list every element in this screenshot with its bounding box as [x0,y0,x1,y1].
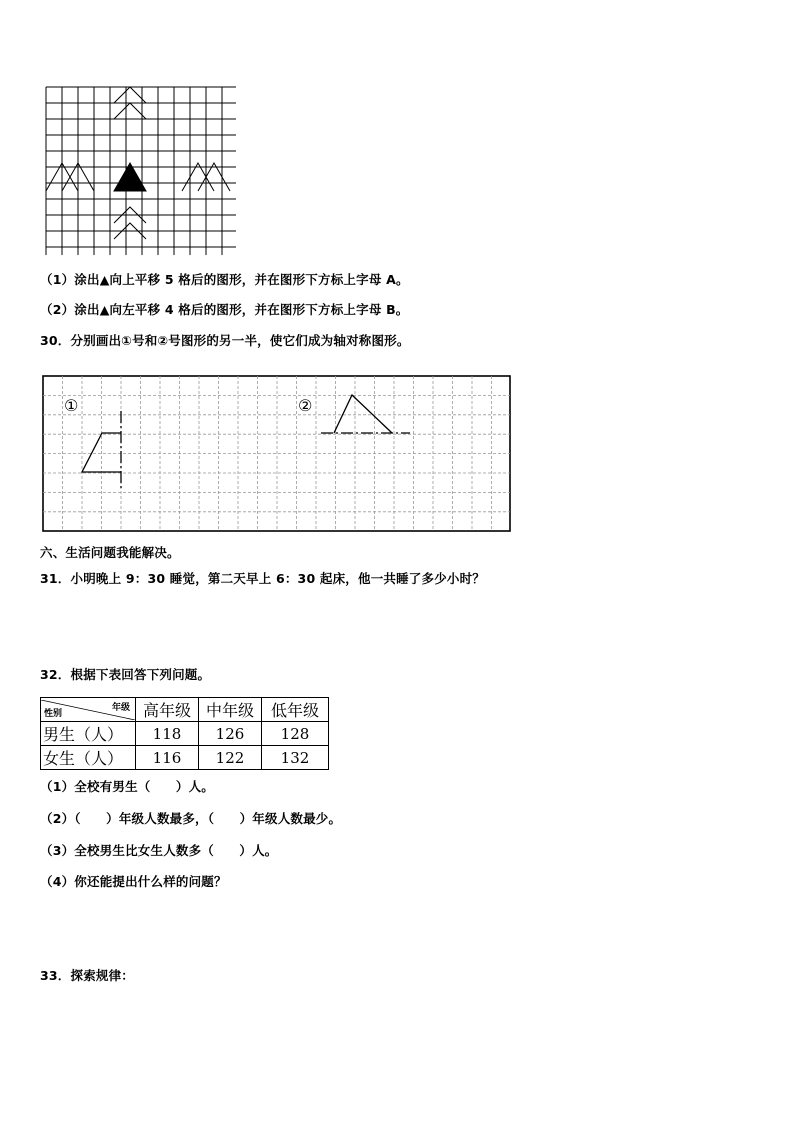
shape-1-label: ① [64,396,79,415]
grade-gender-table [40,697,329,770]
cell: 116 [136,746,199,770]
q29-sub2: （2）涂出▲向左平移 4 格后的图形，并在图形下方标上字母 B。 [40,302,409,317]
q29-sub1: （1）涂出▲向上平移 5 格后的图形，并在图形下方标上字母 A。 [40,272,409,287]
cell: 128 [262,722,329,746]
cell: 118 [136,722,199,746]
q32-sub4: （4）你还能提出什么样的问题？ [40,874,227,889]
header-low-grade: 低年级 [262,698,329,722]
symmetry-grid [42,375,512,533]
corner-gender-label: 性别 [44,708,63,719]
q32-sub1: （1）全校有男生（ ）人。 [40,779,214,794]
q32-sub2: （2）（ ）年级人数最多，（ ）年级人数最少。 [40,811,342,826]
row-label-boys: 男生（人） [41,722,136,746]
shape-2-half [334,395,392,433]
cell: 126 [199,722,262,746]
corner-grade-label: 年级 [111,702,130,713]
row-label-girls: 女生（人） [41,746,136,770]
table-row [41,746,329,770]
q30-text: 30．分别画出①号和②号图形的另一半，使它们成为轴对称图形。 [40,333,410,348]
q31-text: 31．小明晚上 9：30 睡觉，第二天早上 6：30 起床，他一共睡了多少小时？ [40,571,485,586]
table-row [41,722,329,746]
shape-2-label: ② [298,396,313,415]
translation-grid [44,85,236,255]
q32-sub3: （3）全校男生比女生人数多（ ）人。 [40,843,278,858]
table-corner-cell [41,700,133,720]
cell: 132 [262,746,329,770]
cell: 122 [199,746,262,770]
header-mid-grade: 中年级 [199,698,262,722]
section-6-title: 六、生活问题我能解决。 [40,545,180,560]
outline-triangle [114,103,146,119]
header-high-grade: 高年级 [136,698,199,722]
outline-triangle [114,87,146,103]
q32-text: 32．根据下表回答下列问题。 [40,667,211,682]
q33-text: 33．探索规律： [40,968,134,983]
